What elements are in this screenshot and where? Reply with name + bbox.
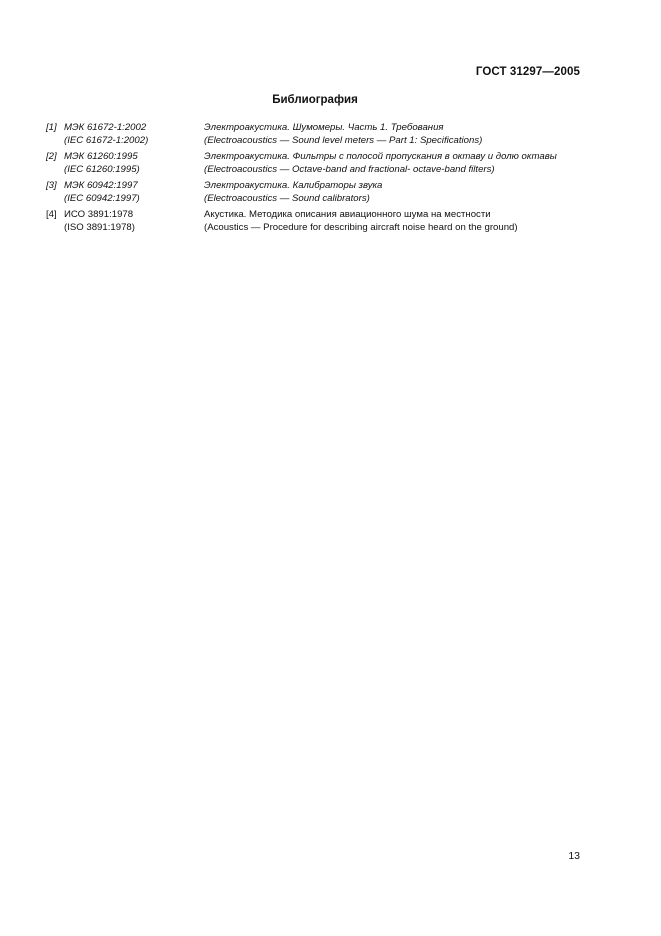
entry-title-secondary: (Electroacoustics — Sound level meters — Part 1: Specifications) (204, 134, 483, 146)
entry-title-primary: Электроакустика. Шумомеры. Часть 1. Требования (204, 122, 444, 133)
entry-code-primary: МЭК 61672-1:2002 (64, 122, 147, 133)
bibliography-entry (46, 180, 586, 205)
entry-title-primary: Акустика. Методика описания авиационного шума на местности (204, 209, 491, 220)
entry-number: [2] (46, 151, 57, 162)
entry-title-secondary: (Acoustics — Procedure for describing aircraft noise heard on the ground) (204, 221, 518, 233)
entry-code-secondary: (IEC 60942:1997) (64, 192, 140, 204)
page-number: 13 (568, 850, 580, 862)
section-title: Библиография (272, 94, 358, 106)
entry-code-secondary: (IEC 61260:1995) (64, 163, 140, 175)
bibliography-entry (46, 151, 586, 176)
entry-title-secondary: (Electroacoustics — Octave-band and fractional- octave-band filters) (204, 163, 495, 175)
bibliography-list (46, 122, 586, 238)
bibliography-entry (46, 209, 586, 234)
entry-codes (64, 122, 204, 147)
entry-titles (204, 180, 586, 205)
entry-titles (204, 209, 586, 234)
entry-title-secondary: (Electroacoustics — Sound calibrators) (204, 192, 370, 204)
bibliography-entry (46, 122, 586, 147)
entry-title-primary: Электроакустика. Фильтры с полосой пропускания в октаву и долю октавы (204, 151, 557, 162)
entry-codes (64, 151, 204, 176)
entry-number: [3] (46, 180, 57, 191)
entry-number: [1] (46, 122, 57, 133)
entry-codes (64, 180, 204, 205)
document-code: ГОСТ 31297—2005 (475, 66, 580, 78)
entry-code-secondary: (IEC 61672-1:2002) (64, 134, 149, 146)
entry-code-secondary: (ISO 3891:1978) (64, 221, 135, 233)
entry-title-primary: Электроакустика. Калибраторы звука (204, 180, 383, 191)
entry-code-primary: МЭК 60942:1997 (64, 180, 138, 191)
entry-titles (204, 122, 586, 147)
entry-codes (64, 209, 204, 234)
entry-code-primary: ИСО 3891:1978 (64, 209, 134, 220)
entry-number: [4] (46, 209, 57, 220)
entry-code-primary: МЭК 61260:1995 (64, 151, 138, 162)
entry-titles (204, 151, 586, 176)
